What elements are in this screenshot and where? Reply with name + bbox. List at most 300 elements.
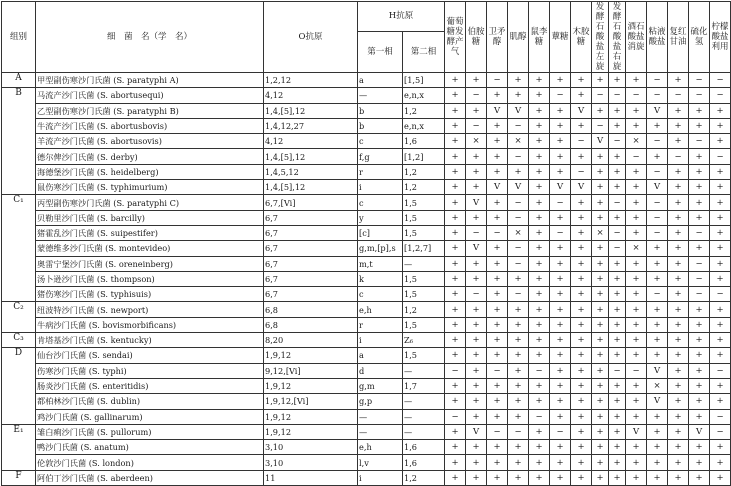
result-cell: V xyxy=(689,424,710,439)
result-cell: − xyxy=(689,287,710,302)
result-cell: + xyxy=(626,394,647,409)
result-cell: − xyxy=(445,363,466,378)
result-cell: + xyxy=(609,118,626,133)
result-cell: + xyxy=(668,333,689,348)
result-cell: + xyxy=(487,409,508,424)
result-cell: + xyxy=(626,164,647,179)
name-cell: 仙台沙门氏菌 (S. sendai) xyxy=(36,348,264,363)
result-cell: + xyxy=(445,134,466,149)
result-cell: − xyxy=(647,195,668,210)
result-cell: + xyxy=(626,118,647,133)
name-cell: 猪霍乱沙门氏菌 (S. suipestifer) xyxy=(36,225,264,240)
result-cell: V xyxy=(626,424,647,439)
result-cell: + xyxy=(689,470,710,485)
result-cell: − xyxy=(466,118,487,133)
result-cell: − xyxy=(529,363,550,378)
o-antigen-cell: 6,7 xyxy=(264,225,358,240)
result-cell: + xyxy=(529,210,550,225)
result-cell: + xyxy=(689,118,710,133)
result-cell: + xyxy=(466,103,487,118)
h-phase2-cell: Z₆ xyxy=(403,333,445,348)
name-cell: 伤寒沙门氏菌 (S. typhi) xyxy=(36,363,264,378)
result-cell: + xyxy=(529,73,550,88)
result-cell: + xyxy=(689,378,710,393)
result-cell: + xyxy=(571,378,592,393)
result-cell: + xyxy=(571,470,592,485)
header-h-antigen: H抗原 xyxy=(358,2,445,32)
result-cell: + xyxy=(647,455,668,470)
result-cell: + xyxy=(529,241,550,256)
table-row xyxy=(2,317,731,332)
table-row xyxy=(2,225,731,240)
result-cell: + xyxy=(689,149,710,164)
name-cell: 贝勒里沙门氏菌 (S. barcilly) xyxy=(36,210,264,225)
result-cell: + xyxy=(710,241,731,256)
table-row xyxy=(2,287,731,302)
result-cell: + xyxy=(550,164,571,179)
result-cell: + xyxy=(647,118,668,133)
name-cell: 羊流产沙门氏菌 (S. abortusovis) xyxy=(36,134,264,149)
result-cell: − xyxy=(689,73,710,88)
result-cell: V xyxy=(571,103,592,118)
result-cell: + xyxy=(710,378,731,393)
o-antigen-cell: 1,9,12 xyxy=(264,378,358,393)
result-cell: + xyxy=(466,333,487,348)
result-cell: + xyxy=(508,333,529,348)
table-row xyxy=(2,73,731,88)
result-cell: V xyxy=(647,180,668,195)
result-cell: + xyxy=(647,302,668,317)
o-antigen-cell: 6,7 xyxy=(264,210,358,225)
result-cell: + xyxy=(668,256,689,271)
h-phase1-cell: a xyxy=(358,73,403,88)
result-cell: − xyxy=(609,88,626,103)
name-cell: 阿伯丁沙门氏菌 (S. aberdeen) xyxy=(36,470,264,485)
result-cell: + xyxy=(626,455,647,470)
result-cell: + xyxy=(571,424,592,439)
result-cell: + xyxy=(445,241,466,256)
table-row xyxy=(2,164,731,179)
result-cell: − xyxy=(710,73,731,88)
result-cell: + xyxy=(550,333,571,348)
name-cell: 甲型副伤寒沙门氏菌 (S. paratyphi A) xyxy=(36,73,264,88)
result-cell: + xyxy=(529,271,550,286)
result-cell: + xyxy=(487,440,508,455)
h-phase2-cell: 1,2 xyxy=(403,164,445,179)
result-cell: + xyxy=(529,440,550,455)
h-phase2-cell: [1,2,7] xyxy=(403,241,445,256)
result-cell: + xyxy=(466,409,487,424)
result-cell: + xyxy=(609,164,626,179)
h-phase2-cell: — xyxy=(403,409,445,424)
result-cell: + xyxy=(592,470,609,485)
h-phase2-cell: 1,5 xyxy=(403,317,445,332)
result-cell: + xyxy=(445,256,466,271)
result-cell: + xyxy=(689,103,710,118)
result-cell: − xyxy=(508,195,529,210)
header-h-phase1: 第一相 xyxy=(358,31,403,72)
header-test: 发酵石酸盐 左旋 xyxy=(592,2,609,73)
result-cell: − xyxy=(668,149,689,164)
h-phase1-cell: i xyxy=(358,470,403,485)
table-row xyxy=(2,440,731,455)
result-cell: + xyxy=(529,287,550,302)
result-cell: + xyxy=(647,317,668,332)
result-cell: + xyxy=(592,455,609,470)
result-cell: + xyxy=(710,317,731,332)
result-cell: − xyxy=(647,225,668,240)
result-cell: + xyxy=(529,195,550,210)
result-cell: + xyxy=(571,210,592,225)
result-cell: + xyxy=(550,256,571,271)
result-cell: + xyxy=(571,409,592,424)
result-cell: + xyxy=(508,164,529,179)
result-cell: + xyxy=(571,440,592,455)
table-row xyxy=(2,195,731,210)
result-cell: + xyxy=(668,134,689,149)
result-cell: + xyxy=(668,409,689,424)
result-cell: + xyxy=(592,409,609,424)
result-cell: − xyxy=(626,363,647,378)
result-cell: V xyxy=(647,363,668,378)
result-cell: − xyxy=(592,88,609,103)
result-cell: + xyxy=(487,149,508,164)
result-cell: + xyxy=(487,470,508,485)
h-phase2-cell: 1,7 xyxy=(403,378,445,393)
result-cell: + xyxy=(710,348,731,363)
result-cell: + xyxy=(668,378,689,393)
result-cell: × xyxy=(508,225,529,240)
result-cell: + xyxy=(466,455,487,470)
table-row xyxy=(2,241,731,256)
result-cell: + xyxy=(529,88,550,103)
o-antigen-cell: 8,20 xyxy=(264,333,358,348)
header-test: 发酵石酸盐 右旋 xyxy=(609,2,626,73)
result-cell: − xyxy=(466,225,487,240)
result-cell: V xyxy=(647,394,668,409)
result-cell: + xyxy=(529,455,550,470)
result-cell: − xyxy=(550,88,571,103)
result-cell: + xyxy=(445,195,466,210)
o-antigen-cell: 1,9,12 xyxy=(264,409,358,424)
result-cell: + xyxy=(689,394,710,409)
result-cell: + xyxy=(466,73,487,88)
name-cell: 奥雷宁堡沙门氏菌 (S. oreneinberg) xyxy=(36,256,264,271)
h-phase1-cell: g,m,[p],s xyxy=(358,241,403,256)
result-cell: + xyxy=(487,134,508,149)
result-cell: + xyxy=(609,317,626,332)
result-cell: + xyxy=(508,455,529,470)
name-cell: 德尔俾沙门氏菌 (S. derby) xyxy=(36,149,264,164)
result-cell: + xyxy=(445,88,466,103)
result-cell: − xyxy=(609,241,626,256)
o-antigen-cell: 4,12 xyxy=(264,88,358,103)
result-cell: − xyxy=(710,287,731,302)
h-phase2-cell: 1,5 xyxy=(403,271,445,286)
result-cell: + xyxy=(609,149,626,164)
result-cell: + xyxy=(571,394,592,409)
result-cell: + xyxy=(592,149,609,164)
h-phase2-cell: [1,2] xyxy=(403,149,445,164)
result-cell: + xyxy=(609,348,626,363)
result-cell: + xyxy=(445,394,466,409)
result-cell: + xyxy=(466,394,487,409)
table-row xyxy=(2,256,731,271)
h-phase1-cell: f,g xyxy=(358,149,403,164)
result-cell: − xyxy=(626,88,647,103)
h-phase1-cell: r xyxy=(358,317,403,332)
result-cell: + xyxy=(647,256,668,271)
h-phase2-cell: — xyxy=(403,394,445,409)
h-phase2-cell: [1,5] xyxy=(403,73,445,88)
name-cell: 牛病沙门氏菌 (S. bovismorbificans) xyxy=(36,317,264,332)
result-cell: − xyxy=(508,118,529,133)
result-cell: − xyxy=(508,210,529,225)
header-test: 伯胺糖 xyxy=(466,2,487,73)
result-cell: + xyxy=(710,134,731,149)
result-cell: + xyxy=(466,302,487,317)
result-cell: + xyxy=(487,455,508,470)
result-cell: + xyxy=(487,210,508,225)
header-test: 复红甘油 xyxy=(668,2,689,73)
name-cell: 猪伤寒沙门氏菌 (S. typhisuis) xyxy=(36,287,264,302)
result-cell: + xyxy=(487,348,508,363)
group-cell: C₂ xyxy=(2,302,36,333)
result-cell: − xyxy=(445,409,466,424)
h-phase1-cell: — xyxy=(358,424,403,439)
result-cell: + xyxy=(445,164,466,179)
result-cell: × xyxy=(466,134,487,149)
result-cell: + xyxy=(487,164,508,179)
h-phase1-cell: e,h xyxy=(358,440,403,455)
result-cell: + xyxy=(508,348,529,363)
header-test: 酒石酸盐 消旋 xyxy=(626,2,647,73)
h-phase1-cell: y xyxy=(358,210,403,225)
result-cell: + xyxy=(647,424,668,439)
result-cell: + xyxy=(668,73,689,88)
result-cell: V xyxy=(466,424,487,439)
result-cell: + xyxy=(592,287,609,302)
table-row xyxy=(2,455,731,470)
result-cell: + xyxy=(668,210,689,225)
group-cell: A xyxy=(2,73,36,88)
result-cell: + xyxy=(609,287,626,302)
result-cell: V xyxy=(466,241,487,256)
result-cell: + xyxy=(689,317,710,332)
o-antigen-cell: 6,7 xyxy=(264,271,358,286)
result-cell: + xyxy=(626,348,647,363)
result-cell: + xyxy=(668,164,689,179)
result-cell: + xyxy=(571,363,592,378)
result-cell: + xyxy=(529,180,550,195)
name-cell: 鸡沙门氏菌 (S. gallinarum) xyxy=(36,409,264,424)
o-antigen-cell: 1,4,[5],12 xyxy=(264,180,358,195)
h-phase1-cell: e,h xyxy=(358,302,403,317)
result-cell: + xyxy=(592,440,609,455)
result-cell: − xyxy=(609,363,626,378)
result-cell: − xyxy=(550,195,571,210)
h-phase1-cell: k xyxy=(358,271,403,286)
result-cell: + xyxy=(508,409,529,424)
result-cell: + xyxy=(508,394,529,409)
result-cell: + xyxy=(710,180,731,195)
o-antigen-cell: 6,7,[Vi] xyxy=(264,195,358,210)
result-cell: + xyxy=(689,440,710,455)
result-cell: × xyxy=(508,134,529,149)
table-row xyxy=(2,470,731,485)
table-body xyxy=(2,73,731,486)
h-phase1-cell: c xyxy=(358,134,403,149)
result-cell: V xyxy=(487,103,508,118)
result-cell: + xyxy=(592,103,609,118)
result-cell: + xyxy=(445,378,466,393)
result-cell: + xyxy=(689,348,710,363)
result-cell: − xyxy=(487,424,508,439)
result-cell: + xyxy=(609,455,626,470)
result-cell: + xyxy=(550,378,571,393)
result-cell: + xyxy=(466,470,487,485)
result-cell: + xyxy=(466,164,487,179)
result-cell: + xyxy=(609,302,626,317)
result-cell: − xyxy=(508,149,529,164)
result-cell: + xyxy=(550,363,571,378)
h-phase1-cell: m,t xyxy=(358,256,403,271)
result-cell: + xyxy=(626,302,647,317)
result-cell: + xyxy=(689,210,710,225)
h-phase1-cell: — xyxy=(358,409,403,424)
o-antigen-cell: 3,10 xyxy=(264,440,358,455)
table-row xyxy=(2,363,731,378)
result-cell: + xyxy=(571,241,592,256)
result-cell: + xyxy=(550,210,571,225)
result-cell: + xyxy=(668,470,689,485)
result-cell: + xyxy=(689,409,710,424)
result-cell: + xyxy=(647,348,668,363)
result-cell: + xyxy=(710,271,731,286)
result-cell: + xyxy=(550,302,571,317)
h-phase2-cell: 1,5 xyxy=(403,287,445,302)
result-cell: + xyxy=(710,164,731,179)
result-cell: + xyxy=(626,409,647,424)
o-antigen-cell: 6,8 xyxy=(264,317,358,332)
h-phase2-cell: 1,2 xyxy=(403,180,445,195)
result-cell: + xyxy=(668,287,689,302)
result-cell: + xyxy=(445,333,466,348)
h-phase2-cell: 1,5 xyxy=(403,210,445,225)
result-cell: + xyxy=(689,333,710,348)
h-phase2-cell: — xyxy=(403,424,445,439)
result-cell: + xyxy=(626,73,647,88)
name-cell: 肠炎沙门氏菌 (S. enteritidis) xyxy=(36,378,264,393)
result-cell: + xyxy=(710,470,731,485)
result-cell: V xyxy=(466,195,487,210)
result-cell: + xyxy=(445,149,466,164)
result-cell: + xyxy=(710,394,731,409)
result-cell: V xyxy=(592,134,609,149)
result-cell: + xyxy=(529,164,550,179)
o-antigen-cell: 6,7 xyxy=(264,256,358,271)
o-antigen-cell: 6,7 xyxy=(264,287,358,302)
table-row xyxy=(2,378,731,393)
table-row xyxy=(2,271,731,286)
result-cell: + xyxy=(550,103,571,118)
result-cell: − xyxy=(609,225,626,240)
header-group: 组别 xyxy=(2,2,36,73)
result-cell: V xyxy=(571,180,592,195)
result-cell: + xyxy=(466,210,487,225)
result-cell: − xyxy=(626,149,647,164)
o-antigen-cell: 3,10 xyxy=(264,455,358,470)
result-cell: − xyxy=(487,225,508,240)
result-cell: + xyxy=(529,256,550,271)
result-cell: + xyxy=(592,164,609,179)
result-cell: − xyxy=(592,118,609,133)
result-cell: + xyxy=(647,149,668,164)
result-cell: + xyxy=(647,241,668,256)
result-cell: + xyxy=(571,118,592,133)
result-cell: V xyxy=(647,103,668,118)
result-cell: + xyxy=(571,271,592,286)
o-antigen-cell: 4,12 xyxy=(264,134,358,149)
result-cell: + xyxy=(508,271,529,286)
result-cell: + xyxy=(668,118,689,133)
header-test: 卫矛醇 xyxy=(487,2,508,73)
result-cell: + xyxy=(710,210,731,225)
result-cell: + xyxy=(487,88,508,103)
result-cell: + xyxy=(609,409,626,424)
result-cell: + xyxy=(445,348,466,363)
result-cell: + xyxy=(445,271,466,286)
result-cell: + xyxy=(508,470,529,485)
name-cell: 乙型副伤寒沙门氏菌 (S. paratyphi B) xyxy=(36,103,264,118)
result-cell: − xyxy=(668,88,689,103)
result-cell: + xyxy=(647,333,668,348)
result-cell: + xyxy=(710,440,731,455)
result-cell: + xyxy=(571,225,592,240)
result-cell: + xyxy=(529,317,550,332)
result-cell: + xyxy=(445,440,466,455)
h-phase1-cell: r xyxy=(358,164,403,179)
result-cell: + xyxy=(529,348,550,363)
result-cell: + xyxy=(508,363,529,378)
result-cell: + xyxy=(529,225,550,240)
group-cell: E₁ xyxy=(2,424,36,470)
result-cell: + xyxy=(626,333,647,348)
table-row xyxy=(2,348,731,363)
result-cell: × xyxy=(592,225,609,240)
result-cell: + xyxy=(550,455,571,470)
table-row xyxy=(2,118,731,133)
table-row xyxy=(2,424,731,439)
result-cell: + xyxy=(668,455,689,470)
group-cell: F xyxy=(2,470,36,485)
o-antigen-cell: 6,7 xyxy=(264,241,358,256)
result-cell: − xyxy=(508,424,529,439)
result-cell: + xyxy=(626,180,647,195)
result-cell: − xyxy=(689,256,710,271)
h-phase1-cell: c xyxy=(358,195,403,210)
result-cell: + xyxy=(710,103,731,118)
name-cell: 伦敦沙门氏菌 (S. london) xyxy=(36,455,264,470)
o-antigen-cell: 1,2,12 xyxy=(264,73,358,88)
result-cell: + xyxy=(592,195,609,210)
result-cell: − xyxy=(647,134,668,149)
result-cell: + xyxy=(445,317,466,332)
result-cell: + xyxy=(466,149,487,164)
result-cell: + xyxy=(550,271,571,286)
result-cell: + xyxy=(592,348,609,363)
h-phase1-cell: a xyxy=(358,348,403,363)
